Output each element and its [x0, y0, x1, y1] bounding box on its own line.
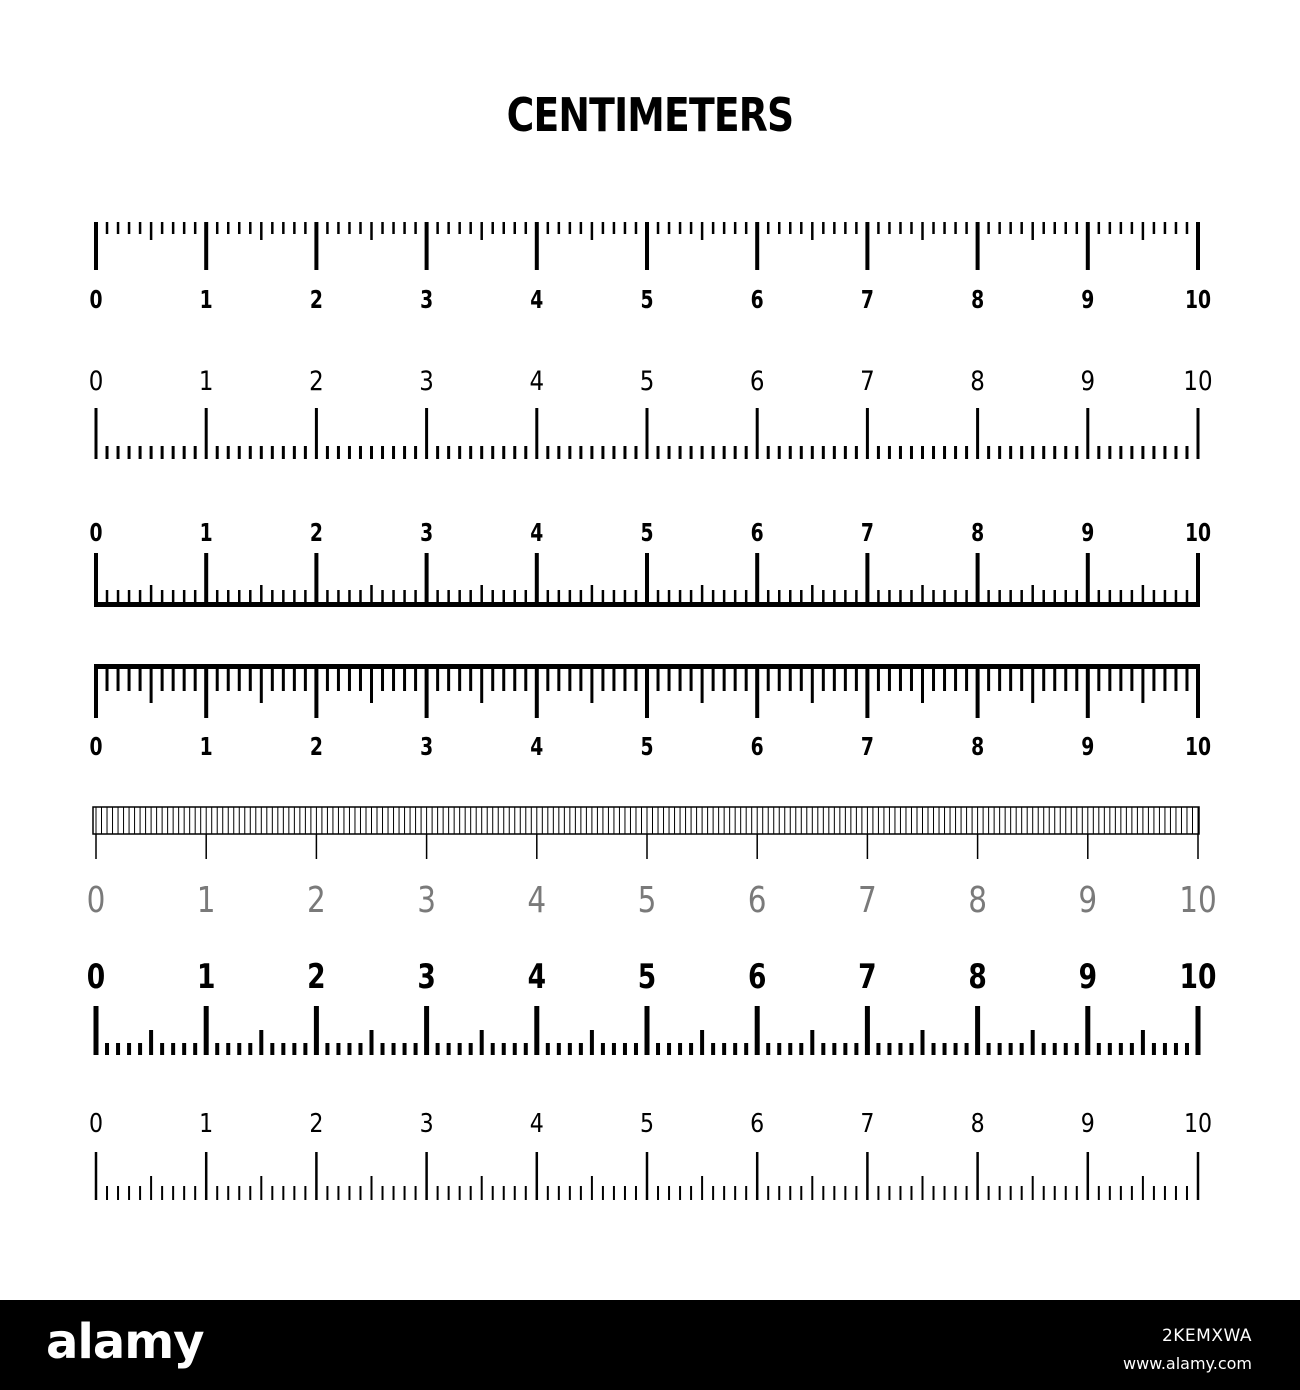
ruler-label: 9 — [1078, 957, 1098, 997]
ruler-label: 9 — [1081, 732, 1095, 762]
ruler-label: 8 — [970, 1108, 985, 1139]
ruler-label: 7 — [858, 878, 877, 921]
footer-url: www.alamy.com — [1123, 1354, 1252, 1373]
footer-logo: alamy — [46, 1314, 204, 1370]
ruler-label: 3 — [417, 957, 436, 997]
ruler-label: 8 — [968, 878, 987, 921]
ruler-label: 9 — [1081, 285, 1095, 315]
ruler-label: 3 — [420, 732, 434, 762]
ruler-label: 6 — [750, 518, 764, 548]
ruler-5 — [87, 807, 1217, 921]
ruler-label: 2 — [309, 732, 323, 762]
ruler-label: 4 — [529, 365, 545, 397]
ruler-label: 2 — [309, 365, 324, 397]
ruler-label: 10 — [1183, 365, 1213, 397]
ruler-label: 7 — [860, 1108, 875, 1139]
ruler-label: 10 — [1179, 878, 1217, 921]
ruler-label: 4 — [527, 878, 547, 921]
ruler-label: 2 — [307, 878, 326, 921]
ruler-label: 1 — [198, 365, 214, 397]
ruler-label: 2 — [307, 957, 326, 997]
ruler-label: 0 — [86, 957, 106, 997]
ruler-label: 1 — [199, 1108, 214, 1139]
ruler-3 — [89, 518, 1211, 607]
ruler-label: 10 — [1179, 957, 1217, 997]
ruler-label: 1 — [199, 518, 213, 548]
ruler-label: 3 — [417, 878, 436, 921]
ruler-label: 4 — [530, 732, 544, 762]
ruler-label: 4 — [530, 518, 544, 548]
ruler-label: 3 — [419, 365, 434, 397]
ruler-label: 8 — [971, 732, 985, 762]
ruler-label: 4 — [529, 1108, 544, 1139]
ruler-4 — [89, 664, 1211, 762]
ruler-label: 0 — [89, 285, 103, 315]
ruler-label: 10 — [1184, 285, 1212, 315]
ruler-label: 0 — [88, 1108, 104, 1139]
ruler-label: 0 — [89, 518, 103, 548]
ruler-label: 10 — [1184, 732, 1212, 762]
ruler-label: 7 — [860, 518, 874, 548]
ruler-label: 5 — [640, 732, 654, 762]
ruler-label: 5 — [639, 1108, 655, 1139]
ruler-label: 1 — [196, 878, 216, 921]
ruler-label: 7 — [860, 732, 874, 762]
ruler-label: 5 — [640, 518, 654, 548]
ruler-label: 6 — [747, 957, 767, 997]
ruler-7 — [89, 1108, 1212, 1200]
ruler-label: 10 — [1184, 518, 1212, 548]
ruler-label: 0 — [88, 365, 104, 397]
ruler-label: 2 — [309, 285, 323, 315]
ruler-label: 4 — [527, 957, 547, 997]
ruler-label: 3 — [419, 1108, 434, 1139]
ruler-label: 3 — [420, 518, 434, 548]
ruler-label: 1 — [196, 957, 216, 997]
ruler-label: 9 — [1080, 365, 1096, 397]
ruler-label: 6 — [750, 732, 764, 762]
ruler-label: 5 — [639, 365, 655, 397]
ruler-label: 6 — [747, 878, 767, 921]
ruler-label: 7 — [858, 957, 877, 997]
ruler-label: 5 — [640, 285, 654, 315]
ruler-label: 2 — [309, 518, 323, 548]
ruler-2 — [89, 365, 1213, 459]
footer-bar — [0, 1300, 1300, 1390]
ruler-label: 5 — [637, 878, 657, 921]
ruler-label: 3 — [420, 285, 434, 315]
ruler-label: 9 — [1080, 1108, 1095, 1139]
ruler-label: 8 — [971, 285, 985, 315]
ruler-label: 1 — [199, 285, 213, 315]
ruler-label: 0 — [89, 732, 103, 762]
ruler-label: 9 — [1078, 878, 1098, 921]
ruler-label: 7 — [860, 285, 874, 315]
ruler-label: 8 — [968, 957, 987, 997]
ruler-label: 6 — [750, 285, 764, 315]
ruler-label: 8 — [971, 518, 985, 548]
ruler-label: 0 — [86, 878, 106, 921]
page-title: CENTIMETERS — [506, 88, 794, 142]
ruler-1 — [89, 222, 1211, 315]
ruler-label: 9 — [1081, 518, 1095, 548]
ruler-label: 8 — [970, 365, 985, 397]
ruler-label: 1 — [199, 732, 213, 762]
ruler-label: 4 — [530, 285, 544, 315]
footer-image-id: 2KEMXWA — [1161, 1326, 1252, 1346]
ruler-label: 10 — [1183, 1108, 1213, 1139]
ruler-label: 7 — [860, 365, 875, 397]
ruler-label: 2 — [309, 1108, 324, 1139]
ruler-label: 6 — [750, 1108, 765, 1139]
ruler-6 — [87, 958, 1217, 1055]
ruler-label: 6 — [749, 365, 765, 397]
ruler-label: 5 — [637, 957, 657, 997]
